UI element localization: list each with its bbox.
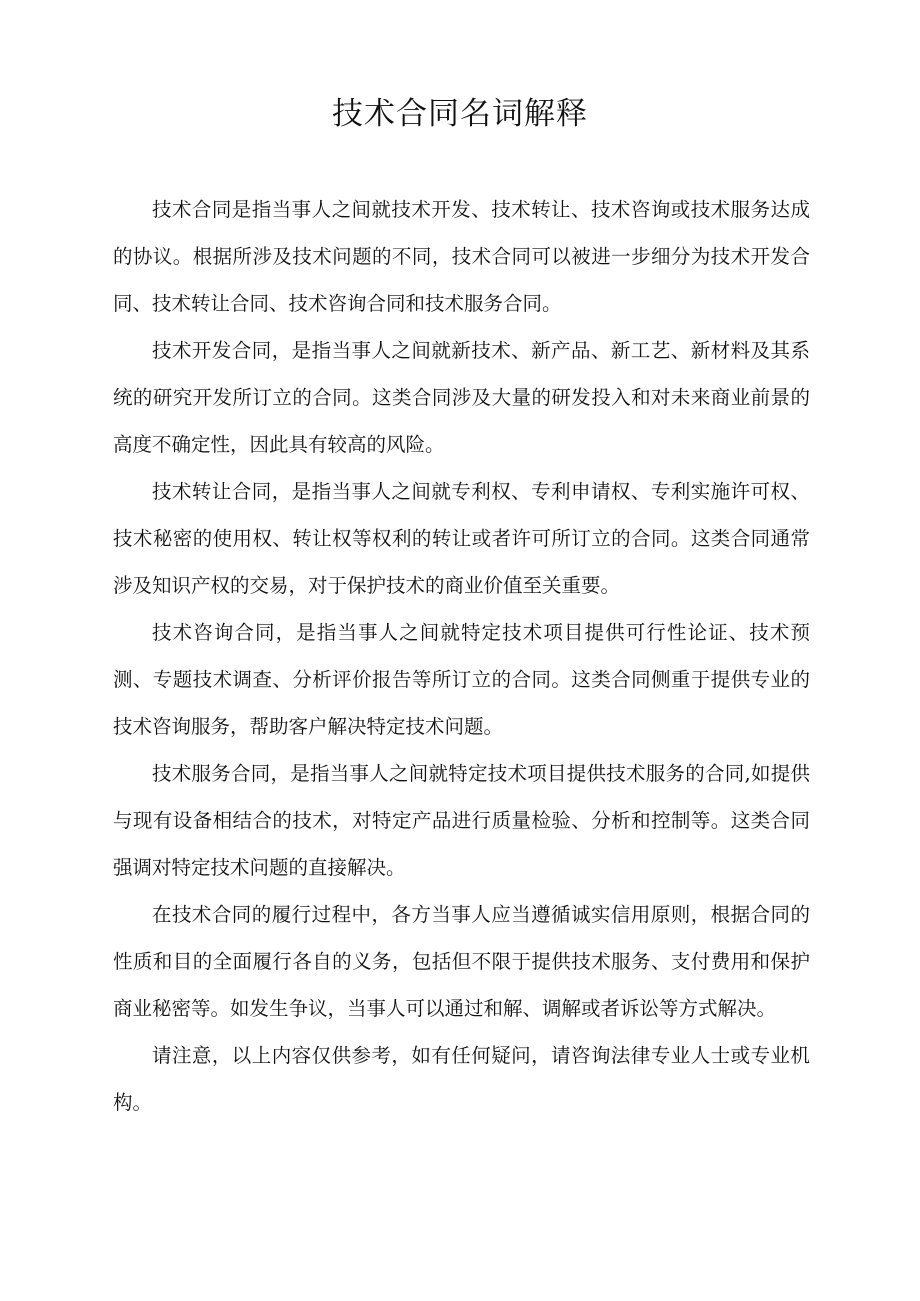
document-body bbox=[113, 186, 810, 1126]
paragraph-definition: 技术合同是指当事人之间就技术开发、技术转让、技术咨询或技术服务达成的协议。根据所涉及技术问题的不同，技术合同可以被进一步细分为技术开发合同、技术转让合同、技术咨询合同和技术服务合同。 bbox=[113, 198, 810, 315]
paragraph-consulting-contract: 技术咨询合同，是指当事人之间就特定技术项目提供可行性论证、技术预测、专题技术调查、分析评价报告等所订立的合同。这类合同侧重于提供专业的技术咨询服务，帮助客户解决特定技术问题。 bbox=[113, 621, 810, 738]
paragraph-performance: 在技术合同的履行过程中，各方当事人应当遵循诚实信用原则，根据合同的性质和目的全面履行各自的义务，包括但不限于提供技术服务、支付费用和保护商业秘密等。如发生争议，当事人可以通过和解、调解或者诉讼等方式解决。 bbox=[113, 903, 810, 1020]
paragraph-service-contract: 技术服务合同，是指当事人之间就特定技术项目提供技术服务的合同,如提供与现有设备相结合的技术，对特定产品进行质量检验、分析和控制等。这类合同强调对特定技术问题的直接解决。 bbox=[113, 762, 810, 879]
document-title: 技术合同名词解释 bbox=[332, 96, 588, 132]
paragraph-development-contract: 技术开发合同，是指当事人之间就新技术、新产品、新工艺、新材料及其系统的研究开发所订立的合同。这类合同涉及大量的研发投入和对未来商业前景的高度不确定性，因此具有较高的风险。 bbox=[113, 339, 810, 456]
paragraph-disclaimer: 请注意，以上内容仅供参考，如有任何疑问，请咨询法律专业人士或专业机构。 bbox=[113, 1044, 810, 1114]
paragraph-transfer-contract: 技术转让合同，是指当事人之间就专利权、专利申请权、专利实施许可权、技术秘密的使用权、转让权等权利的转让或者许可所订立的合同。这类合同通常涉及知识产权的交易，对于保护技术的商业价值至关重要。 bbox=[113, 480, 810, 597]
